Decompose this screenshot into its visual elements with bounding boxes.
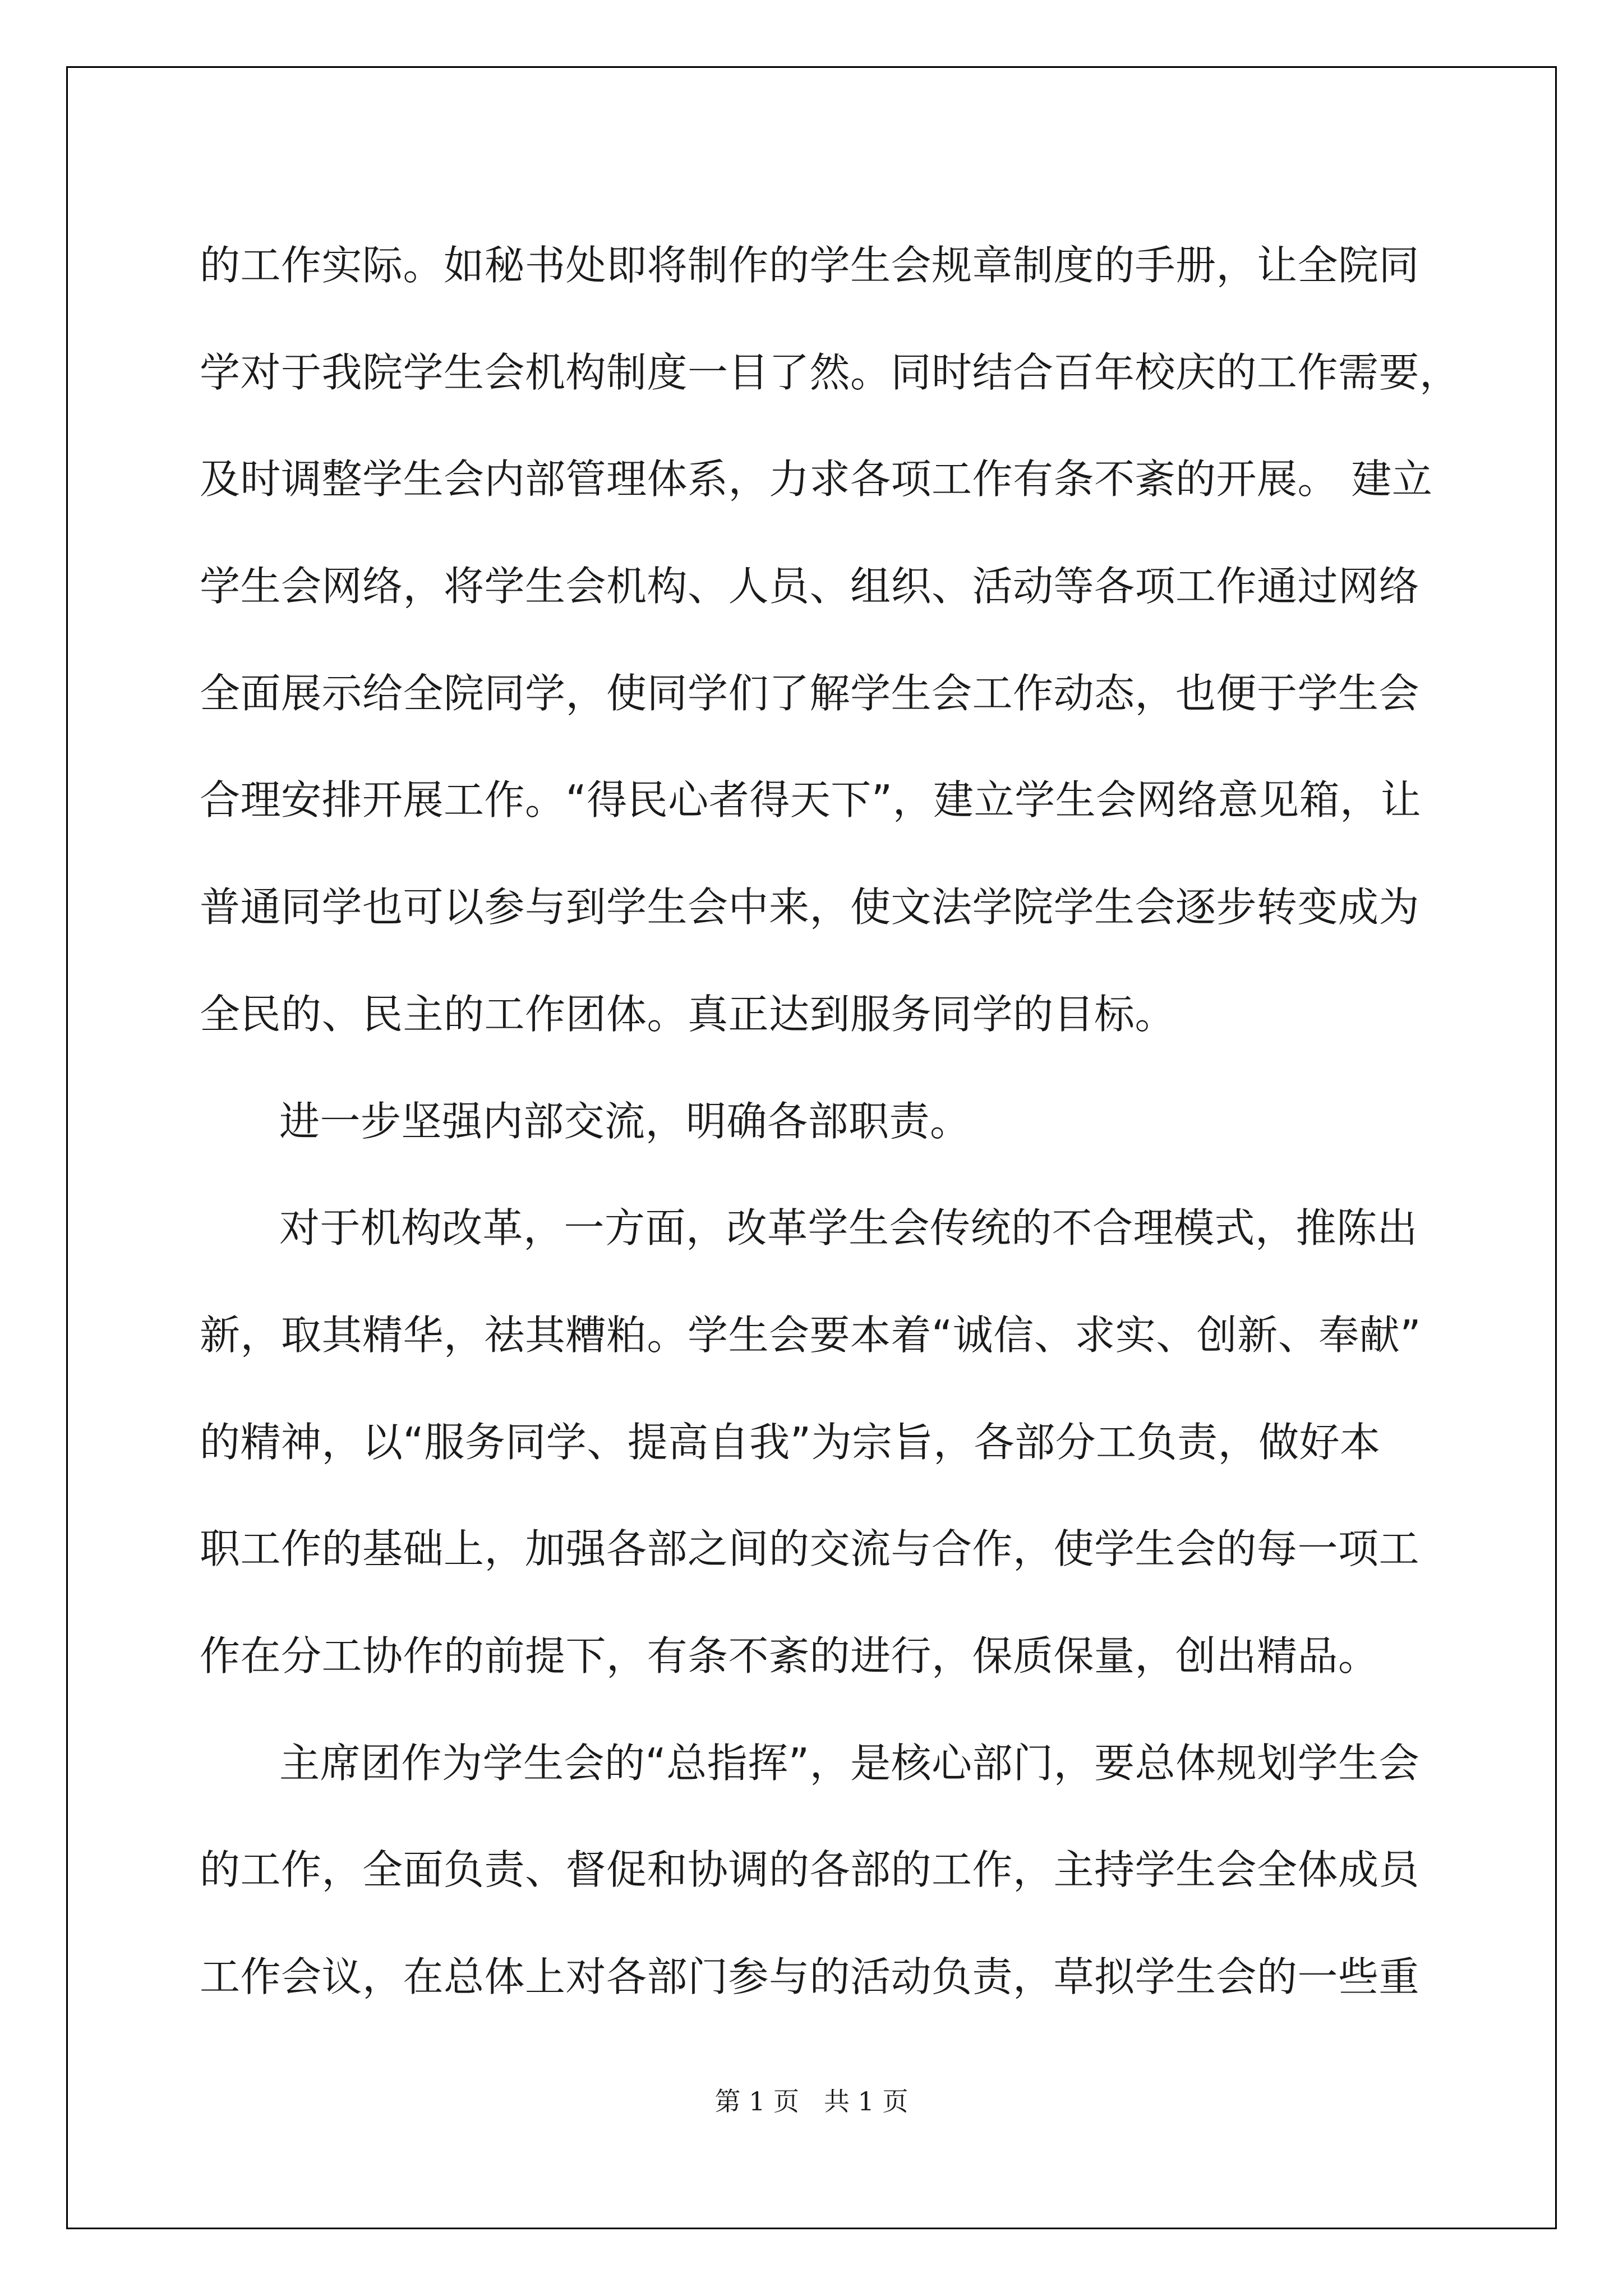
text-line: 全民的、民主的工作团体。真正达到服务同学的目标。 <box>200 990 1176 1038</box>
text-line: 职工作的基础上，加强各部之间的交流与合作，使学生会的每一项工 <box>200 1525 1420 1573</box>
text-line: 的工作，全面负责、督促和协调的各部的工作，主持学生会全体成员 <box>200 1846 1420 1894</box>
text-line: 学生会网络，将学生会机构、人员、组织、活动等各项工作通过网络 <box>200 563 1420 610</box>
text-line: 全面展示给全院同学，使同学们了解学生会工作动态，也便于学生会 <box>200 669 1420 717</box>
text-line: 的工作实际。如秘书处即将制作的学生会规章制度的手册，让全院同 <box>200 242 1420 289</box>
text-line: 工作会议，在总体上对各部门参与的活动负责，草拟学生会的一些重 <box>200 1953 1420 2000</box>
text-line: 及时调整学生会内部管理体系，力求各项工作有条不紊的开展。 建立 <box>200 455 1433 503</box>
document-body <box>200 212 1460 2031</box>
paragraph-start-line: 对于机构改革，一方面，改革学生会传统的不合理模式，推陈出 <box>279 1204 1418 1252</box>
text-line: 新，取其精华，祛其糟粕。学生会要本着“诚信、求实、创新、奉献” <box>200 1311 1422 1359</box>
text-line: 的精神，以“服务同学、提高自我”为宗旨，各部分工负责，做好本 <box>200 1418 1381 1466</box>
text-line: 学对于我院学生会机构制度一目了然。同时结合百年校庆的工作需要， <box>200 348 1460 396</box>
paragraph-start-line: 进一步坚强内部交流，明确各部职责。 <box>279 1097 971 1145</box>
page-total: 共 1 页 <box>823 2086 909 2116</box>
text-line: 合理安排开展工作。“得民心者得天下”，建立学生会网络意见箱，让 <box>200 776 1422 824</box>
page-footer <box>0 2081 1623 2118</box>
paragraph-start-line: 主席团作为学生会的“总指挥”，是核心部门，要总体规划学生会 <box>279 1739 1420 1787</box>
page-number: 第 1 页 <box>714 2086 800 2116</box>
text-line: 普通同学也可以参与到学生会中来，使文法学院学生会逐步转变成为 <box>200 884 1420 931</box>
text-line: 作在分工协作的前提下，有条不紊的进行，保质保量，创出精品。 <box>200 1632 1379 1680</box>
